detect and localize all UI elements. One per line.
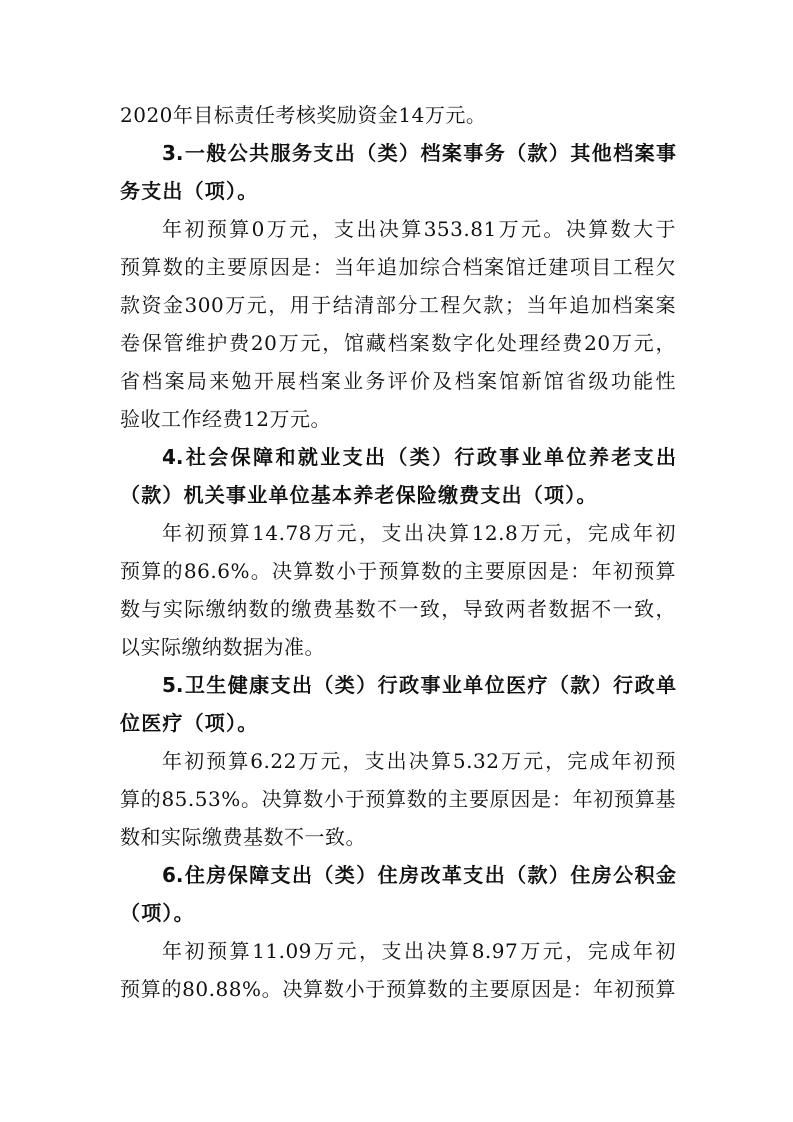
section-heading: 位医疗（项）。 [120, 711, 259, 735]
section-heading: 6.住房保障支出（类）住房改革支出（款）住房公积金 [162, 863, 676, 887]
body-line: 以实际缴纳数据为准。 [120, 635, 325, 659]
document-page [120, 96, 676, 1008]
section-heading: 3.一般公共服务支出（类）档案事务（款）其他档案事 [162, 141, 676, 165]
body-line: 年初预算6.22万元，支出决算5.32万元，完成年初预 [162, 749, 676, 773]
body-line: 卷保管维护费20万元，馆藏档案数字化处理经费20万元， [120, 331, 676, 355]
body-line: 年初预算0万元，支出决算353.81万元。决算数大于 [162, 217, 676, 241]
body-line: 数和实际缴费基数不一致。 [120, 825, 366, 849]
body-line: 款资金300万元，用于结清部分工程欠款；当年追加档案案 [120, 293, 676, 317]
body-line: 验收工作经费12万元。 [120, 407, 331, 431]
body-line: 数与实际缴纳数的缴费基数不一致，导致两者数据不一致， [120, 597, 676, 621]
body-line: 2020年目标责任考核奖励资金14万元。 [120, 103, 487, 127]
body-line: 年初预算11.09万元，支出决算8.97万元，完成年初 [162, 939, 676, 963]
body-line: 预算的86.6%。决算数小于预算数的主要原因是：年初预算 [120, 559, 676, 583]
section-heading: （项）。 [120, 901, 195, 925]
section-heading: 5.卫生健康支出（类）行政事业单位医疗（款）行政单 [162, 673, 676, 697]
body-line: 预算的80.88%。决算数小于预算数的主要原因是：年初预算 [120, 977, 676, 1001]
section-heading: 务支出（项）。 [120, 179, 259, 203]
body-line: 年初预算14.78万元，支出决算12.8万元，完成年初 [162, 521, 676, 545]
body-line: 预算数的主要原因是：当年追加综合档案馆迁建项目工程欠 [120, 255, 676, 279]
body-line: 省档案局来勉开展档案业务评价及档案馆新馆省级功能性 [120, 369, 676, 393]
section-heading: 4.社会保障和就业支出（类）行政事业单位养老支出 [162, 445, 676, 469]
body-line: 算的85.53%。决算数小于预算数的主要原因是：年初预算基 [120, 787, 676, 811]
section-heading: （款）机关事业单位基本养老保险缴费支出（项）。 [120, 483, 598, 507]
